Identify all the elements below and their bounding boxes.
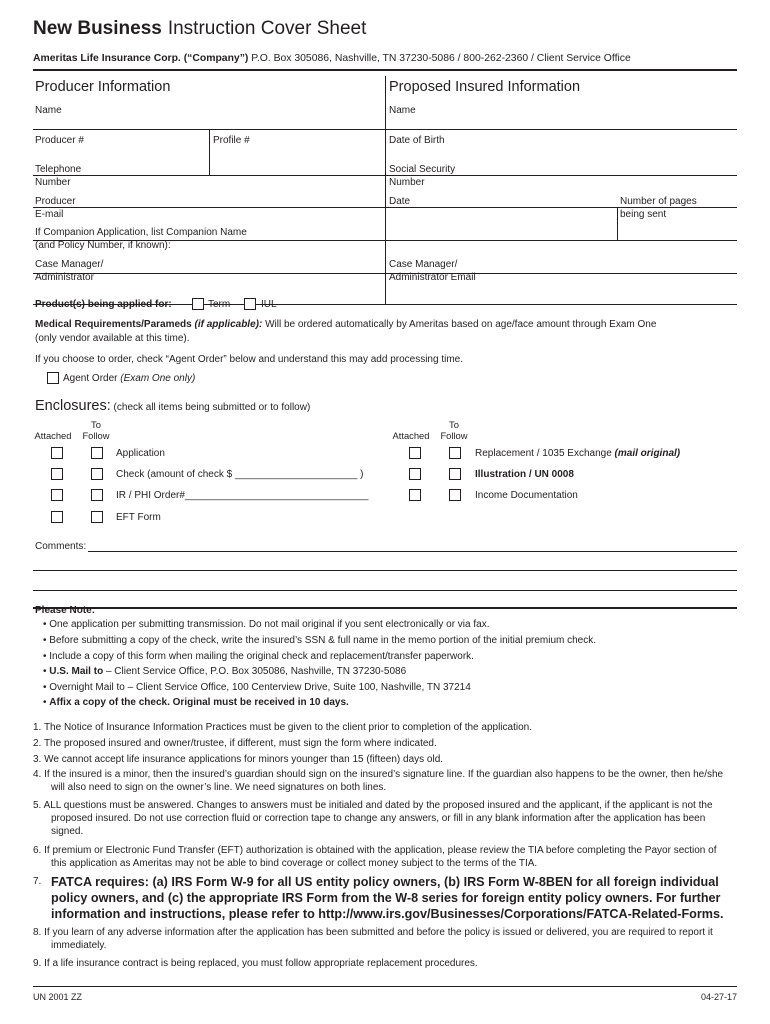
case-manager-email-label[interactable]: Case Manager/ Administrator Email bbox=[389, 259, 476, 283]
attached-checkbox-check[interactable] bbox=[51, 468, 63, 480]
row-rule bbox=[33, 175, 737, 176]
enclosure-ir-phi[interactable]: IR / PHI Order#_________________________________ bbox=[116, 490, 369, 501]
note-text: – Client Service Office, P.O. Box 305086, Nashville, TN 37230-5086 bbox=[103, 666, 407, 677]
attached-checkbox-ir-phi[interactable] bbox=[51, 489, 63, 501]
company-line bbox=[33, 53, 631, 64]
term-checkbox[interactable] bbox=[192, 298, 204, 310]
follow-checkbox-eft[interactable] bbox=[91, 511, 103, 523]
telephone-label[interactable]: Telephone Number bbox=[35, 164, 82, 188]
numbered-item-4: 4. If the insured is a minor, then the insured’s guardian should sign on the insured’s signature line. If the guardian also happens to be the owner, then he/she will also need to sign on the owner’s line. We need signatures on both lines. bbox=[33, 769, 724, 793]
enclosures-heading: Enclosures: bbox=[35, 398, 111, 414]
note-bold: U.S. Mail to bbox=[49, 666, 104, 677]
note-text: Include a copy of this form when mailing the original check and replacement/transfer paperwork. bbox=[49, 651, 474, 662]
products-label: Product(s) being applied for: bbox=[35, 299, 172, 310]
pages-label[interactable]: Number of pages being sent bbox=[620, 196, 697, 220]
attached-checkbox-eft[interactable] bbox=[51, 511, 63, 523]
row-rule bbox=[33, 273, 737, 274]
attached-checkbox-illustration[interactable] bbox=[409, 468, 421, 480]
numbered-item-2: 2. The proposed insured and owner/trustee, if different, must sign the form where indicated. bbox=[33, 738, 437, 749]
insured-heading: Proposed Insured Information bbox=[389, 79, 581, 95]
numbered-item-7-prefix: 7. bbox=[33, 876, 42, 887]
attached-checkbox-replacement[interactable] bbox=[409, 447, 421, 459]
enclosure-replacement-extra: (mail original) bbox=[614, 448, 681, 459]
note-text: One application per submitting transmission. Do not mail original if you sent electronically or via fax. bbox=[49, 619, 490, 630]
follow-checkbox-application[interactable] bbox=[91, 447, 103, 459]
ssn-label[interactable]: Social Security Number bbox=[389, 164, 456, 188]
follow-header-left: To Follow bbox=[82, 419, 110, 441]
numbered-item-1: 1. The Notice of Insurance Information Practices must be given to the client prior to completion of the application. bbox=[33, 722, 532, 733]
numbered-item-5: 5. ALL questions must be answered. Changes to answers must be initialed and dated by the proposed insured and the applicant, if the applicant is not the proposed insured. Do not use correction fluid or correction tape to change any answers, or fill in any blank information after the application has been signed. bbox=[33, 800, 713, 837]
insured-name-label[interactable]: Name bbox=[389, 105, 416, 116]
title-bold: New Business bbox=[33, 18, 162, 39]
note-bullet: • Affix a copy of the check. Original must be received in 10 days. bbox=[43, 697, 349, 708]
numbered-item-8: 8. If you learn of any adverse information after the application has been submitted and before the policy is issued or delivered, you are required to report it immediately. bbox=[33, 927, 713, 951]
follow-checkbox-replacement[interactable] bbox=[449, 447, 461, 459]
term-label: Term bbox=[208, 299, 231, 310]
note-bullet: • One application per submitting transmission. Do not mail original if you sent electronically or via fax. bbox=[43, 619, 490, 630]
producer-email-label[interactable]: Producer E-mail bbox=[35, 196, 76, 220]
note-bullet: • Overnight Mail to – Client Service Office, 100 Centerview Drive, Suite 100, Nashville, TN 37214 bbox=[43, 682, 471, 693]
profile-number-label[interactable]: Profile # bbox=[213, 135, 250, 146]
attached-checkbox-income[interactable] bbox=[409, 489, 421, 501]
row-rule bbox=[33, 129, 737, 130]
attached-checkbox-application[interactable] bbox=[51, 447, 63, 459]
agent-order-checkbox[interactable] bbox=[47, 372, 59, 384]
header-rule bbox=[33, 69, 737, 71]
date-label[interactable]: Date bbox=[389, 196, 411, 207]
agent-order-label: Agent Order bbox=[63, 373, 118, 384]
note-bullet: • Before submitting a copy of the check, write the insured’s SSN & full name in the memo portion of the initial premium check. bbox=[43, 635, 597, 646]
page-title bbox=[33, 18, 366, 40]
producer-name-label[interactable]: Name bbox=[35, 105, 62, 116]
comments-label: Comments: bbox=[35, 541, 87, 552]
enclosure-replacement bbox=[475, 447, 680, 460]
note-bullet: • Include a copy of this form when mailing the original check and replacement/transfer paperwork. bbox=[43, 651, 474, 662]
iul-checkbox[interactable] bbox=[244, 298, 256, 310]
profile-divider bbox=[209, 129, 210, 175]
medical-qualifier: (if applicable): bbox=[194, 319, 263, 330]
fatca-text: FATCA requires: (a) IRS Form W-9 for all US entity policy owners, (b) IRS Form W-8BEN for all foreign individual policy owners, and (c) the appropriate IRS Form from the W-8 series for foreign entity policy owners. For further information and instructions, please refer to http://www.irs.gov/Businesses/Corporations/FATCA-Related-Forms. bbox=[51, 875, 724, 921]
note-bold: Affix a copy of the check. Original must be received in 10 days. bbox=[49, 697, 349, 708]
agent-order-line bbox=[63, 372, 195, 385]
footer-rule bbox=[33, 986, 737, 987]
producer-heading: Producer Information bbox=[35, 79, 171, 95]
enclosures-heading-line bbox=[35, 400, 310, 414]
numbered-item-7 bbox=[33, 874, 733, 922]
enclosure-application: Application bbox=[116, 448, 165, 459]
enclosure-check[interactable]: Check (amount of check $ ______________________ ) bbox=[116, 469, 364, 480]
medical-line-1 bbox=[35, 318, 656, 331]
form-number: UN 2001 ZZ bbox=[33, 992, 83, 1002]
comments-line[interactable] bbox=[88, 551, 737, 552]
medical-text-1: Will be ordered automatically by Ameritas based on age/face amount through Exam One bbox=[265, 319, 657, 330]
iul-label: IUL bbox=[261, 299, 277, 310]
company-address: P.O. Box 305086, Nashville, TN 37230-5086 / 800-262-2360 / Client Service Office bbox=[251, 53, 631, 64]
companion-label[interactable]: If Companion Application, list Companion Name (and Policy Number, if known): bbox=[35, 227, 247, 251]
numbered-item-6: 6. If premium or Electronic Fund Transfer (EFT) authorization is obtained with the application, please review the TIA before completing the Payor section of this application as Ameritas may not be able to bind coverage or collect money subject to the terms of the TIA. bbox=[33, 845, 717, 869]
column-divider bbox=[385, 76, 386, 305]
producer-number-label[interactable]: Producer # bbox=[35, 135, 84, 146]
agent-order-note: (Exam One only) bbox=[120, 373, 196, 384]
enclosure-eft: EFT Form bbox=[116, 512, 161, 523]
enclosure-replacement-text: Replacement / 1035 Exchange bbox=[475, 448, 612, 459]
note-text: Before submitting a copy of the check, write the insured’s SSN & full name in the memo portion of the initial premium check. bbox=[49, 635, 597, 646]
enclosure-illustration: Illustration / UN 0008 bbox=[475, 469, 574, 480]
title-rest: Instruction Cover Sheet bbox=[167, 18, 367, 39]
numbered-item-3: 3. We cannot accept life insurance applications for minors younger than 15 (fifteen) days old. bbox=[33, 754, 444, 765]
comments-bottom-rule bbox=[33, 607, 737, 609]
attached-header-right: Attached bbox=[392, 430, 430, 441]
company-name: Ameritas Life Insurance Corp. (“Company”) bbox=[33, 53, 249, 64]
medical-label: Medical Requirements/Parameds bbox=[35, 319, 192, 330]
note-bullet: • U.S. Mail to – Client Service Office, P.O. Box 305086, Nashville, TN 37230-5086 bbox=[43, 666, 407, 677]
follow-checkbox-illustration[interactable] bbox=[449, 468, 461, 480]
follow-checkbox-income[interactable] bbox=[449, 489, 461, 501]
medical-text-2: (only vendor available at this time). bbox=[35, 333, 190, 344]
enclosure-income: Income Documentation bbox=[475, 490, 578, 501]
comments-line[interactable] bbox=[33, 590, 737, 591]
form-date: 04-27-17 bbox=[700, 992, 737, 1002]
medical-choose-text: If you choose to order, check “Agent Order” below and understand this may add processing time. bbox=[35, 354, 464, 365]
attached-header-left: Attached bbox=[34, 430, 72, 441]
numbered-item-9: 9. If a life insurance contract is being replaced, you must follow appropriate replacement procedures. bbox=[33, 958, 478, 969]
case-manager-label[interactable]: Case Manager/ Administrator bbox=[35, 259, 104, 283]
pages-divider bbox=[617, 207, 618, 240]
note-text: Overnight Mail to – Client Service Office, 100 Centerview Drive, Suite 100, Nashville, TN 37214 bbox=[49, 682, 471, 693]
notes-heading: Please Note: bbox=[35, 605, 96, 616]
dob-label[interactable]: Date of Birth bbox=[389, 135, 445, 146]
follow-checkbox-ir-phi[interactable] bbox=[91, 489, 103, 501]
enclosures-note: (check all items being submitted or to follow) bbox=[113, 402, 311, 413]
comments-line[interactable] bbox=[33, 570, 737, 571]
follow-checkbox-check[interactable] bbox=[91, 468, 103, 480]
follow-header-right: To Follow bbox=[440, 419, 468, 441]
